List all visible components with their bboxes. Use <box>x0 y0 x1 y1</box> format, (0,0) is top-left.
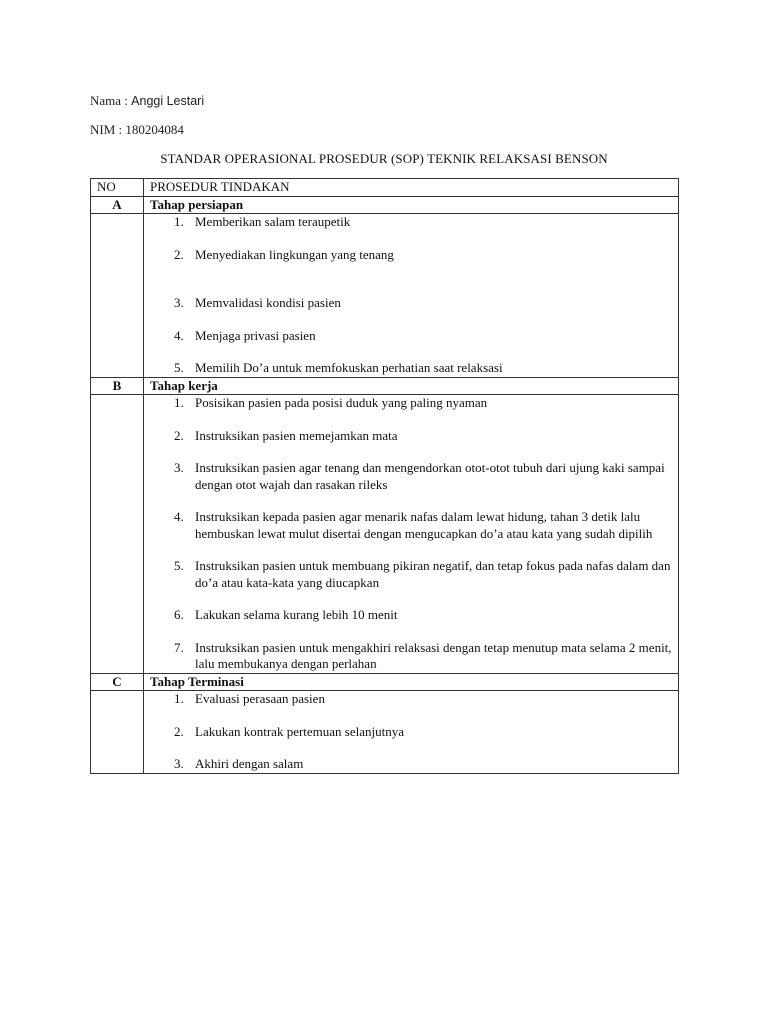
empty-cell <box>91 691 144 774</box>
table-header-row <box>91 179 679 197</box>
steps-cell <box>144 395 679 674</box>
step-number: 3. <box>174 756 184 771</box>
list-item <box>150 295 672 312</box>
step-list <box>150 395 672 673</box>
step-text: Memvalidasi kondisi pasien <box>195 295 341 310</box>
steps-cell <box>144 691 679 774</box>
step-number: 5. <box>174 558 184 573</box>
section-header-row <box>91 673 679 691</box>
list-item <box>150 214 672 231</box>
step-text: Memilih Do’a untuk memfokuskan perhatian saat relaksasi <box>195 360 503 375</box>
section-steps-row <box>91 395 679 674</box>
step-text: Memberikan salam teraupetik <box>195 214 351 229</box>
step-number: 4. <box>174 509 184 524</box>
name-value: Anggi Lestari <box>131 94 205 108</box>
step-number: 5. <box>174 360 184 375</box>
empty-cell <box>91 395 144 674</box>
list-item <box>150 756 672 773</box>
step-text: Posisikan pasien pada posisi duduk yang paling nyaman <box>195 395 488 410</box>
step-number: 2. <box>174 427 184 443</box>
list-item <box>150 509 672 542</box>
step-number: 1. <box>174 395 184 410</box>
steps-cell <box>144 214 679 378</box>
step-text: Akhiri dengan salam <box>195 756 304 771</box>
step-list <box>150 214 672 377</box>
section-label: B <box>91 377 144 395</box>
step-text: Menjaga privasi pasien <box>195 327 316 343</box>
step-text: Menyediakan lingkungan yang tenang <box>195 246 394 262</box>
document-title: STANDAR OPERASIONAL PROSEDUR (SOP) TEKNIK RELAKSASI BENSON <box>160 151 608 166</box>
list-item <box>150 360 672 377</box>
step-number: 2. <box>174 246 184 262</box>
column-header-procedure: PROSEDUR TINDAKAN <box>144 179 679 197</box>
section-title: Tahap Terminasi <box>144 673 679 691</box>
step-text: Evaluasi perasaan pasien <box>195 691 325 706</box>
section-title: Tahap persiapan <box>144 196 679 214</box>
step-text: Instruksikan kepada pasien agar menarik nafas dalam lewat hidung, tahan 3 detik lalu hembuskan lewat mulut disertai dengan mengucapkan do’a atau kata yang sudah dipilih <box>195 509 653 541</box>
section-steps-row <box>91 214 679 378</box>
section-label: A <box>91 196 144 214</box>
section-title: Tahap kerja <box>144 377 679 395</box>
list-item <box>150 607 672 624</box>
name-label: Nama : <box>90 93 132 108</box>
step-text: Lakukan kontrak pertemuan selanjutnya <box>195 723 405 739</box>
step-text: Lakukan selama kurang lebih 10 menit <box>195 607 398 622</box>
step-number: 3. <box>174 460 184 475</box>
list-item <box>150 428 672 445</box>
section-header-row <box>91 377 679 395</box>
step-number: 3. <box>174 295 184 310</box>
section-label: C <box>91 673 144 691</box>
list-item <box>150 558 672 591</box>
list-item <box>150 460 672 493</box>
step-number: 7. <box>174 639 184 655</box>
nim-value: 180204084 <box>125 122 184 137</box>
column-header-no: NO <box>91 179 144 197</box>
list-item <box>150 328 672 345</box>
empty-cell <box>91 214 144 378</box>
list-item <box>150 247 672 264</box>
list-item <box>150 691 672 708</box>
step-number: 6. <box>174 607 184 622</box>
step-text: Instruksikan pasien untuk mengakhiri relaksasi dengan tetap menutup mata selama 2 menit, lalu membukanya dengan perlahan <box>195 639 672 671</box>
student-nim-line <box>90 122 184 138</box>
nim-label: NIM : <box>90 122 126 137</box>
step-list <box>150 691 672 773</box>
step-text: Instruksikan pasien untuk membuang pikiran negatif, dan tetap fokus pada nafas dalam dan do’a atau kata-kata yang diucapkan <box>195 558 671 590</box>
step-text: Instruksikan pasien memejamkan mata <box>195 427 398 443</box>
sop-table <box>90 178 679 774</box>
step-number: 1. <box>174 691 184 706</box>
step-number: 1. <box>174 214 184 229</box>
section-steps-row <box>91 691 679 774</box>
step-number: 2. <box>174 723 184 739</box>
list-item <box>150 724 672 741</box>
student-name-line <box>90 93 204 109</box>
list-item <box>150 395 672 412</box>
list-item <box>150 640 672 673</box>
step-text: Instruksikan pasien agar tenang dan mengendorkan otot-otot tubuh dari ujung kaki sampai dengan otot wajah dan rasakan rileks <box>195 460 665 492</box>
section-header-row <box>91 196 679 214</box>
step-number: 4. <box>174 327 184 343</box>
